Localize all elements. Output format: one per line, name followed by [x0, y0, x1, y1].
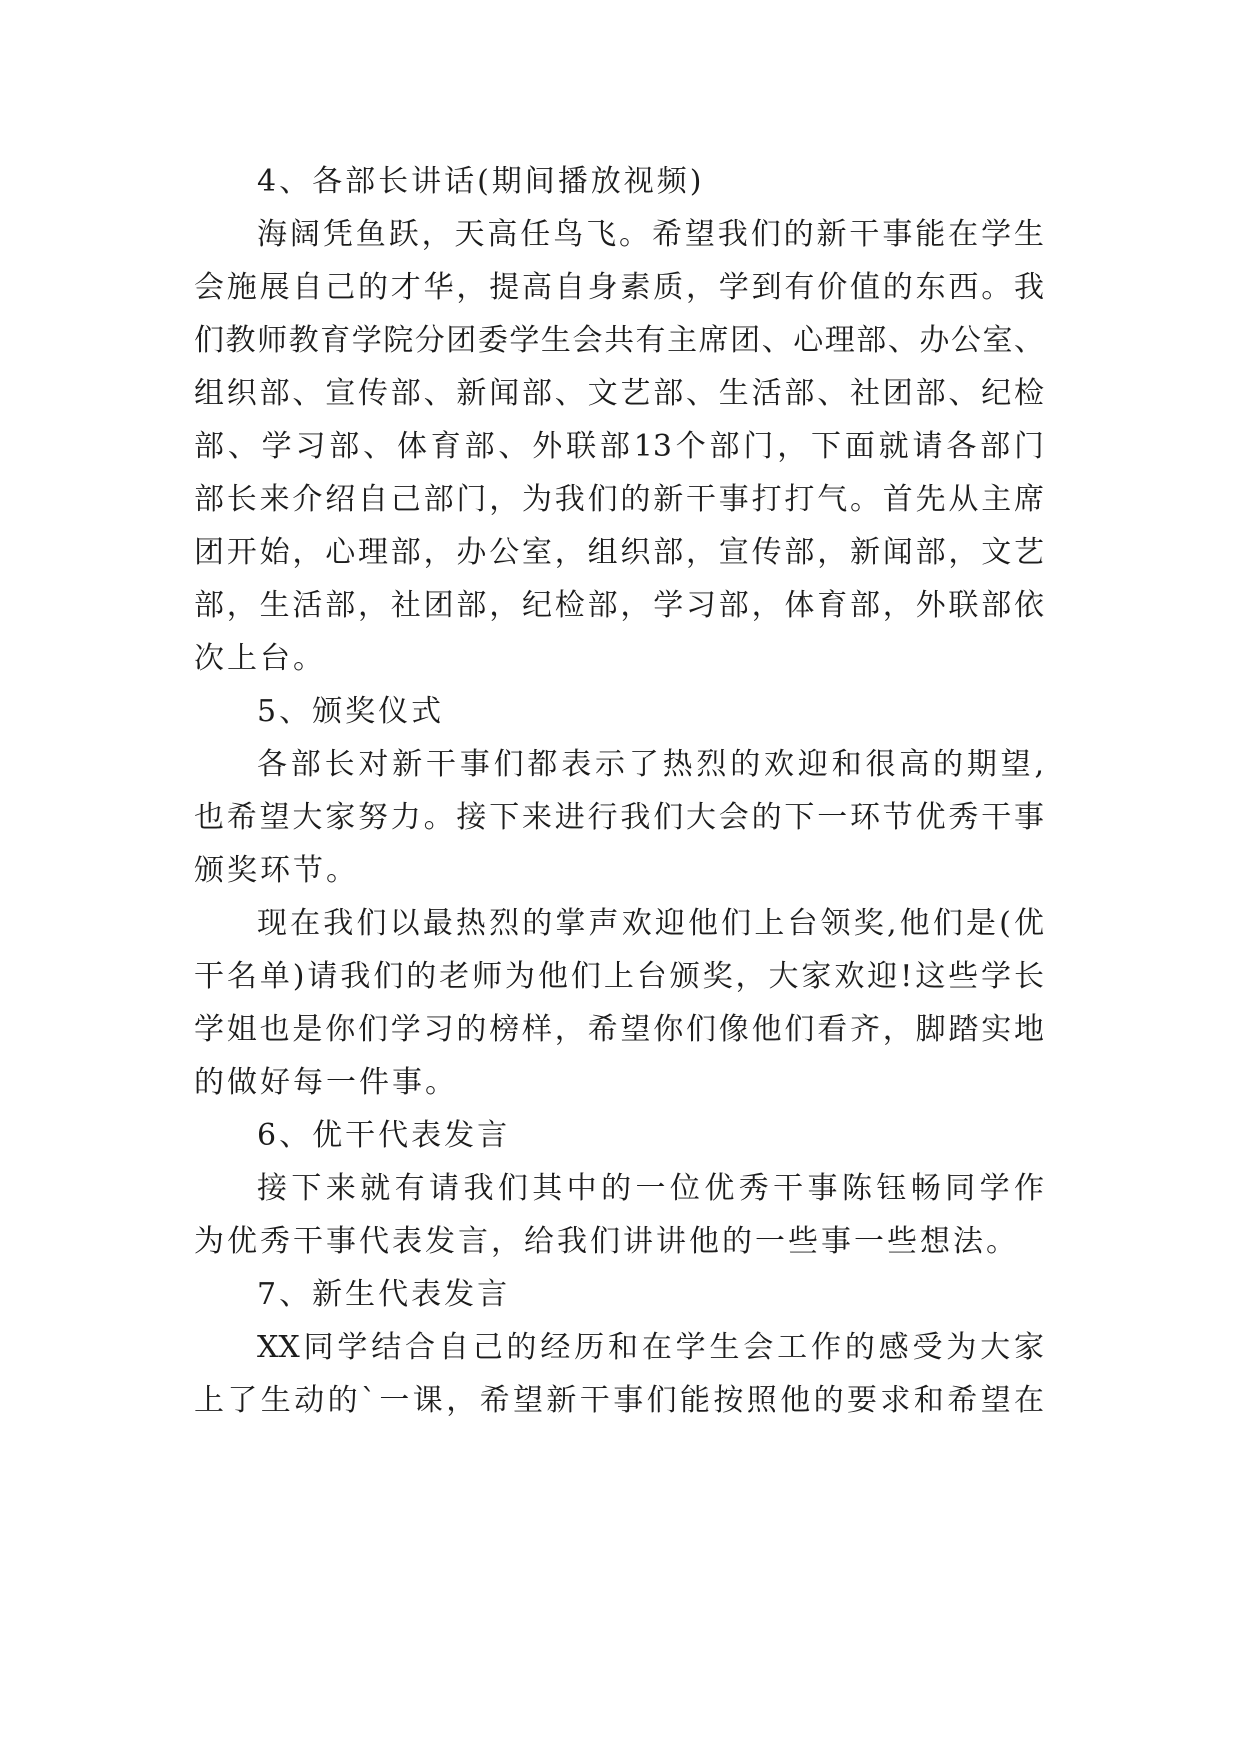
paragraph-line: 团开始，心理部，办公室，组织部，宣传部，新闻部，文艺	[194, 535, 1044, 570]
paragraph-line: XX同学结合自己的经历和在学生会工作的感受为大家	[257, 1330, 1044, 1365]
paragraph-line: 学姐也是你们学习的榜样，希望你们像他们看齐，脚踏实地	[194, 1012, 1044, 1047]
heading-4-speeches: 4、各部长讲话(期间播放视频)	[257, 164, 705, 199]
paragraph-line: 也希望大家努力。接下来进行我们大会的下一环节优秀干事	[194, 800, 1044, 835]
paragraph-line: 组织部、宣传部、新闻部、文艺部、生活部、社团部、纪检	[194, 376, 1044, 411]
paragraph-line: 的做好每一件事。	[194, 1065, 458, 1100]
paragraph-line: 部，生活部，社团部，纪检部，学习部，体育部，外联部依	[194, 588, 1044, 623]
paragraph-line: 次上台。	[194, 641, 326, 676]
paragraph-line: 海阔凭鱼跃，天高任鸟飞。希望我们的新干事能在学生	[257, 217, 1044, 252]
heading-7-freshman-speech: 7、新生代表发言	[257, 1277, 511, 1312]
paragraph-line: 们教师教育学院分团委学生会共有主席团、心理部、办公室、	[194, 323, 1044, 358]
paragraph-line: 部长来介绍自己部门，为我们的新干事打打气。首先从主席	[194, 482, 1044, 517]
paragraph-line: 现在我们以最热烈的掌声欢迎他们上台领奖,他们是(优	[257, 906, 1044, 941]
paragraph-line: 部、学习部、体育部、外联部13个部门，下面就请各部门	[194, 429, 1044, 464]
paragraph-line: 为优秀干事代表发言，给我们讲讲他的一些事一些想法。	[194, 1224, 1019, 1259]
paragraph-line: 干名单)请我们的老师为他们上台颁奖，大家欢迎!这些学长	[194, 959, 1044, 994]
paragraph-line: 会施展自己的才华，提高自身素质，学到有价值的东西。我	[194, 270, 1044, 305]
heading-6-representative-speech: 6、优干代表发言	[257, 1118, 511, 1153]
heading-5-awards: 5、颁奖仪式	[257, 694, 445, 729]
paragraph-line: 各部长对新干事们都表示了热烈的欢迎和很高的期望,	[257, 747, 1044, 782]
paragraph-line: 接下来就有请我们其中的一位优秀干事陈钰畅同学作	[257, 1171, 1044, 1206]
paragraph-line: 颁奖环节。	[194, 853, 359, 888]
paragraph-line: 上了生动的`一课，希望新干事们能按照他的要求和希望在	[194, 1383, 1044, 1418]
